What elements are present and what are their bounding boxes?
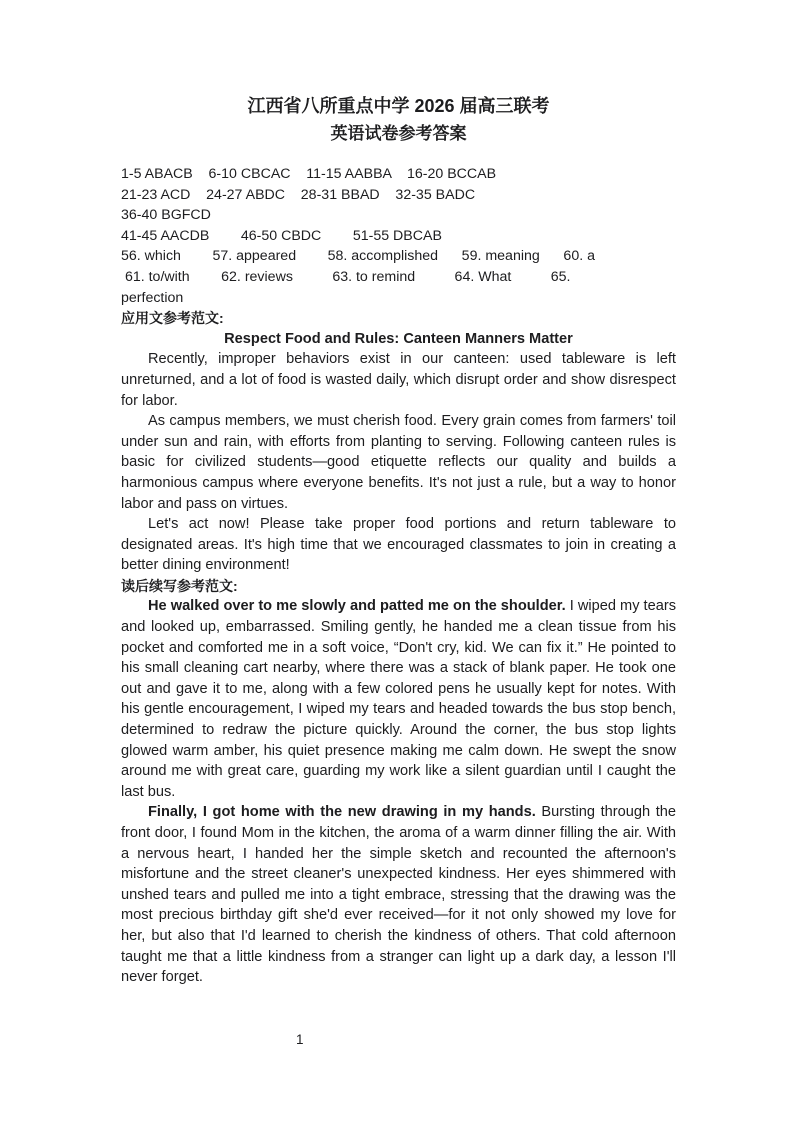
paragraph-lead-bold: Finally, I got home with the new drawing in my hands. — [148, 804, 536, 821]
answer-line-2: 21-23 ACD 24-27 ABDC 28-31 BBAD 32-35 BADC — [121, 186, 476, 203]
continuation-paragraph-2 — [121, 802, 676, 987]
answer-line-6: 61. to/with 62. reviews 63. to remind 64. What 65. — [121, 268, 571, 285]
paragraph-body: I wiped my tears and looked up, embarrassed. Smiling gently, he handed me a clean tissue from his pocket and comforted me in a soft voice, “Don't cry, kid. We can fix it.” He pointed to his small cleaning cart nearby, where there was a stack of blank paper. He took one out and gave it to me, along with a few colored pens he usually kept for notes. With his gentle encouragement, I wiped my tears and headed towards the bus stop bench, determined to redraw the picture quickly. Around the corner, the bus stop lights glowed warm amber, his quiet presence making me calm down. He swept the snow around me with great care, guarding my work like a silent guardian until I caught the last bus. — [121, 598, 677, 800]
answer-line-5: 56. which 57. appeared 58. accomplished 59. meaning 60. a — [121, 248, 595, 265]
applied-writing-label: 应用文参考范文: — [121, 310, 224, 327]
answer-line-7: perfection — [121, 289, 184, 306]
answer-key — [121, 164, 676, 308]
paragraph-lead-bold: He walked over to me slowly and patted me on the shoulder. — [148, 598, 566, 615]
continuation-writing-label: 读后续写参考范文: — [121, 577, 238, 594]
answer-line-1: 1-5 ABACB 6-10 CBCAC 11-15 AABBA 16-20 BCCAB — [121, 166, 497, 182]
page-number: 1 — [296, 1032, 304, 1047]
answer-line-3: 36-40 BGFCD — [121, 207, 211, 224]
applied-paragraph-3: Let's act now! Please take proper food portions and return tableware to designated areas. It's high time that we encouraged classmates to join in creating a better dining environment! — [121, 516, 676, 574]
answer-line-4: 41-45 AACDB 46-50 CBDC 51-55 DBCAB — [121, 227, 442, 244]
doc-subtitle: 英语试卷参考答案 — [330, 124, 467, 143]
applied-paragraph-1: Recently, improper behaviors exist in our canteen: used tableware is left unreturned, and a lot of food is wasted daily, which disrupt order and show disrespect for labor. — [121, 351, 676, 409]
continuation-paragraph-1 — [121, 596, 676, 802]
paragraph-body: Bursting through the front door, I found Mom in the kitchen, the aroma of a warm dinner filling the air. With a nervous heart, I handed her the simple sketch and recounted the afternoon's misfortune and the street cleaner's unexpected kindness. Her eyes shimmered with unshed tears and pulled me into a tight embrace, stressing that the drawing was the most precious birthday gift she'd ever received—for it not only showed my love for her, but also that I'd learned to cherish the kindness of others. That cold afternoon taught me that a little kindness from a stranger can light up a dark day, a lesson I'll never forget. — [121, 804, 677, 986]
doc-title: 江西省八所重点中学 2026 届高三联考 — [247, 96, 550, 116]
applied-essay-title: Respect Food and Rules: Canteen Manners Matter — [224, 330, 573, 347]
applied-paragraph-2: As campus members, we must cherish food. Every grain comes from farmers' toil under sun and rain, with efforts from planting to serving. Following canteen rules is basic for civilized students—good etiquette reflects our quality and builds a harmonious campus where everyone benefits. It's not just a rule, but a way to honor labor and pass on virtues. — [121, 413, 676, 512]
